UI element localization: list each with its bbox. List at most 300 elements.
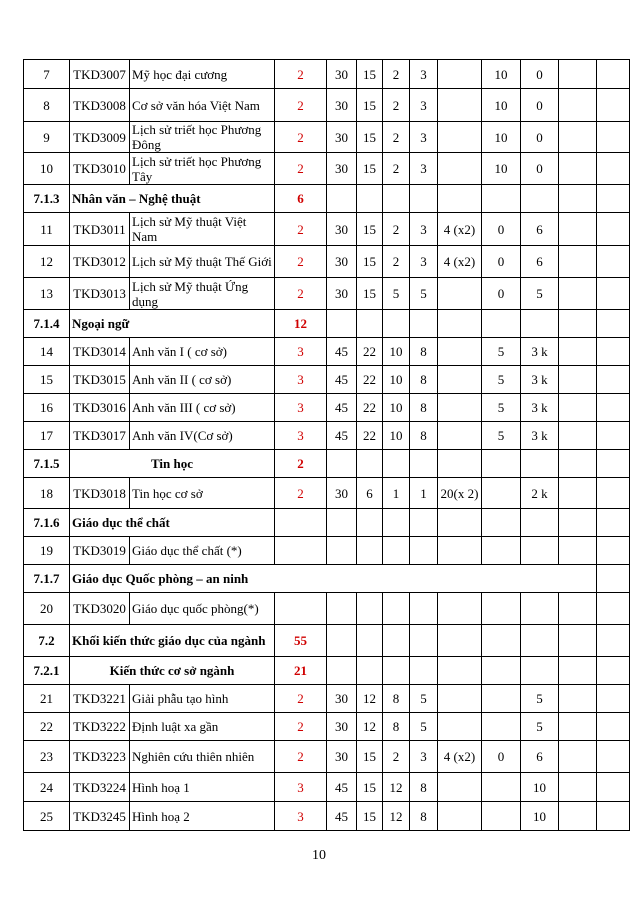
course-credits: 2 [275,713,327,741]
table-row [24,713,630,741]
course-credits: 2 [275,246,327,278]
hours-cell-c4: 3 [410,741,438,773]
empty-cell [327,185,357,213]
hours-cell-c8 [559,741,597,773]
empty-cell [383,450,410,478]
course-name: Giải phẫu tạo hình [130,685,275,713]
hours-cell-c9 [597,338,630,366]
empty-cell [410,509,438,537]
empty-cell [327,310,357,338]
hours-cell-c8 [559,537,597,565]
hours-cell-c5 [438,366,482,394]
hours-cell-c8 [559,478,597,509]
empty-cell [482,625,521,657]
hours-cell-c2: 22 [357,422,383,450]
hours-cell-c7: 10 [521,802,559,831]
course-name: Anh văn II ( cơ sở) [130,366,275,394]
course-number: 15 [24,366,70,394]
hours-cell-c4: 3 [410,153,438,185]
course-name: Nghiên cứu thiên nhiên [130,741,275,773]
hours-cell-c9 [597,394,630,422]
group-row [24,625,630,657]
course-name: Mỹ học đại cương [130,60,275,89]
empty-cell [438,185,482,213]
course-credits: 2 [275,153,327,185]
hours-cell-c4: 3 [410,60,438,89]
empty-cell [383,310,410,338]
hours-cell-c2: 15 [357,741,383,773]
table-row [24,122,630,153]
hours-cell-c6: 10 [482,153,521,185]
hours-cell-c6 [482,713,521,741]
course-number: 16 [24,394,70,422]
hours-cell-c2: 15 [357,802,383,831]
empty-cell [521,625,559,657]
hours-cell-c5: 4 (x2) [438,741,482,773]
empty-cell [438,310,482,338]
hours-cell-c9 [597,246,630,278]
hours-cell-c9 [597,213,630,246]
empty-cell [482,657,521,685]
hours-cell-c8 [559,278,597,310]
hours-cell-c6: 5 [482,366,521,394]
empty-cell [327,509,357,537]
course-credits: 3 [275,366,327,394]
hours-cell-c9 [597,89,630,122]
curriculum-table [23,59,630,831]
group-name: Giáo dục Quốc phòng – an ninh [70,565,597,593]
course-name: Lịch sử Mỹ thuật Ứng dụng [130,278,275,310]
hours-cell-c9 [597,773,630,802]
hours-cell-c3: 2 [383,122,410,153]
table-row [24,153,630,185]
empty-cell [597,185,630,213]
course-number: 20 [24,593,70,625]
hours-cell-c9 [597,802,630,831]
hours-cell-c5 [438,394,482,422]
table-row [24,802,630,831]
hours-cell-c7: 3 k [521,366,559,394]
hours-cell-c5 [438,153,482,185]
course-credits: 3 [275,773,327,802]
course-name: Lịch sử triết học Phương Đông [130,122,275,153]
hours-cell-c2: 22 [357,394,383,422]
hours-cell-c7: 5 [521,278,559,310]
empty-cell [521,509,559,537]
hours-cell-c2: 15 [357,278,383,310]
empty-cell [383,657,410,685]
empty-cell [410,625,438,657]
hours-cell-c6: 10 [482,60,521,89]
empty-cell [597,657,630,685]
course-code: TKD3020 [70,593,130,625]
hours-cell-c9 [597,60,630,89]
hours-cell-c4: 1 [410,478,438,509]
empty-cell [438,625,482,657]
hours-cell-c8 [559,338,597,366]
course-code: TKD3019 [70,537,130,565]
hours-cell-c3: 8 [383,685,410,713]
course-code: TKD3011 [70,213,130,246]
hours-cell-c4: 3 [410,89,438,122]
hours-cell-c3: 2 [383,741,410,773]
hours-cell-c6 [482,537,521,565]
hours-cell-c2: 15 [357,213,383,246]
empty-cell [597,450,630,478]
hours-cell-c4: 8 [410,394,438,422]
hours-cell-c3: 10 [383,338,410,366]
empty-cell [410,310,438,338]
table-row [24,89,630,122]
empty-cell [597,625,630,657]
group-credits: 55 [275,625,327,657]
group-number: 7.1.4 [24,310,70,338]
hours-cell-c7: 3 k [521,422,559,450]
group-number: 7.1.6 [24,509,70,537]
hours-cell-c3: 10 [383,394,410,422]
hours-cell-c2: 15 [357,89,383,122]
hours-cell-c1: 45 [327,802,357,831]
course-name: Hình hoạ 1 [130,773,275,802]
group-number: 7.1.5 [24,450,70,478]
hours-cell-c9 [597,366,630,394]
group-credits: 12 [275,310,327,338]
hours-cell-c3: 12 [383,773,410,802]
course-credits: 2 [275,60,327,89]
course-credits: 3 [275,802,327,831]
hours-cell-c7: 5 [521,685,559,713]
course-code: TKD3221 [70,685,130,713]
hours-cell-c9 [597,537,630,565]
course-credits: 2 [275,685,327,713]
course-number: 14 [24,338,70,366]
hours-cell-c7: 6 [521,213,559,246]
hours-cell-c6 [482,685,521,713]
course-code: TKD3223 [70,741,130,773]
hours-cell-c9 [597,685,630,713]
hours-cell-c5 [438,593,482,625]
hours-cell-c8 [559,593,597,625]
hours-cell-c6 [482,802,521,831]
course-name: Lịch sử triết học Phương Tây [130,153,275,185]
hours-cell-c7: 0 [521,122,559,153]
hours-cell-c9 [597,278,630,310]
empty-cell [357,625,383,657]
empty-cell [438,450,482,478]
hours-cell-c2: 12 [357,713,383,741]
course-number: 22 [24,713,70,741]
hours-cell-c9 [597,478,630,509]
hours-cell-c5: 4 (x2) [438,246,482,278]
hours-cell-c7: 0 [521,153,559,185]
course-code: TKD3013 [70,278,130,310]
course-code: TKD3012 [70,246,130,278]
hours-cell-c2: 12 [357,685,383,713]
hours-cell-c9 [597,741,630,773]
hours-cell-c3: 2 [383,246,410,278]
group-credits: 6 [275,185,327,213]
course-number: 18 [24,478,70,509]
course-credits [275,593,327,625]
course-number: 23 [24,741,70,773]
hours-cell-c3 [383,593,410,625]
hours-cell-c4: 8 [410,366,438,394]
course-number: 25 [24,802,70,831]
course-code: TKD3224 [70,773,130,802]
hours-cell-c8 [559,60,597,89]
hours-cell-c8 [559,802,597,831]
empty-cell [383,185,410,213]
page-number: 10 [312,848,326,863]
hours-cell-c7: 2 k [521,478,559,509]
hours-cell-c1: 30 [327,713,357,741]
course-number: 11 [24,213,70,246]
course-code: TKD3222 [70,713,130,741]
hours-cell-c1: 30 [327,685,357,713]
empty-cell [559,657,597,685]
hours-cell-c5 [438,60,482,89]
hours-cell-c5 [438,713,482,741]
empty-cell [559,625,597,657]
hours-cell-c2: 6 [357,478,383,509]
hours-cell-c5 [438,89,482,122]
empty-cell [383,509,410,537]
hours-cell-c8 [559,394,597,422]
empty-cell [597,509,630,537]
course-name: Lịch sử Mỹ thuật Thế Giới [130,246,275,278]
hours-cell-c4: 5 [410,713,438,741]
hours-cell-c6: 5 [482,338,521,366]
empty-cell [410,185,438,213]
hours-cell-c8 [559,366,597,394]
empty-cell [559,450,597,478]
table-row [24,278,630,310]
hours-cell-c5 [438,537,482,565]
hours-cell-c1: 45 [327,394,357,422]
hours-cell-c1: 30 [327,153,357,185]
course-code: TKD3018 [70,478,130,509]
hours-cell-c8 [559,685,597,713]
hours-cell-c8 [559,213,597,246]
hours-cell-c2: 15 [357,773,383,802]
hours-cell-c2: 15 [357,122,383,153]
group-number: 7.1.3 [24,185,70,213]
hours-cell-c5 [438,122,482,153]
hours-cell-c4: 8 [410,422,438,450]
hours-cell-c3: 8 [383,713,410,741]
hours-cell-c6: 0 [482,278,521,310]
course-number: 9 [24,122,70,153]
course-number: 12 [24,246,70,278]
hours-cell-c2 [357,537,383,565]
hours-cell-c8 [559,89,597,122]
group-row [24,185,630,213]
hours-cell-c1: 30 [327,213,357,246]
empty-cell [559,310,597,338]
table-row [24,478,630,509]
course-code: TKD3015 [70,366,130,394]
hours-cell-c7: 10 [521,773,559,802]
hours-cell-c2: 22 [357,338,383,366]
table-row [24,213,630,246]
hours-cell-c4: 8 [410,773,438,802]
hours-cell-c5: 4 (x2) [438,213,482,246]
empty-cell [327,625,357,657]
hours-cell-c2 [357,593,383,625]
hours-cell-c3: 1 [383,478,410,509]
hours-cell-c4: 3 [410,122,438,153]
hours-cell-c5 [438,685,482,713]
table-row [24,593,630,625]
course-code: TKD3245 [70,802,130,831]
hours-cell-c3: 2 [383,60,410,89]
group-row [24,450,630,478]
empty-cell [357,185,383,213]
course-name: Giáo dục quốc phòng(*) [130,593,275,625]
group-credits: 21 [275,657,327,685]
empty-cell [482,185,521,213]
course-credits: 2 [275,278,327,310]
course-number: 10 [24,153,70,185]
course-number: 7 [24,60,70,89]
hours-cell-c4: 5 [410,685,438,713]
course-credits: 2 [275,122,327,153]
group-row [24,657,630,685]
empty-cell [357,509,383,537]
hours-cell-c6: 0 [482,246,521,278]
course-code: TKD3014 [70,338,130,366]
hours-cell-c9 [597,153,630,185]
hours-cell-c8 [559,122,597,153]
course-credits [275,537,327,565]
hours-cell-c2: 15 [357,153,383,185]
hours-cell-c6 [482,593,521,625]
table-row [24,422,630,450]
empty-cell [327,657,357,685]
hours-cell-c9 [597,122,630,153]
course-name: Anh văn I ( cơ sở) [130,338,275,366]
table-row [24,773,630,802]
empty-cell [438,657,482,685]
hours-cell-c1: 45 [327,338,357,366]
hours-cell-c6: 0 [482,213,521,246]
hours-cell-c7 [521,593,559,625]
empty-cell [410,657,438,685]
hours-cell-c4: 3 [410,213,438,246]
group-name: Kiến thức cơ sở ngành [70,657,275,685]
course-code: TKD3017 [70,422,130,450]
hours-cell-c4: 8 [410,338,438,366]
hours-cell-c1: 30 [327,60,357,89]
hours-cell-c4 [410,593,438,625]
course-name: Anh văn IV(Cơ sở) [130,422,275,450]
table-row [24,60,630,89]
hours-cell-c2: 15 [357,246,383,278]
course-code: TKD3009 [70,122,130,153]
hours-cell-c9 [597,422,630,450]
hours-cell-c8 [559,773,597,802]
empty-cell [597,310,630,338]
hours-cell-c1: 30 [327,478,357,509]
hours-cell-c7: 3 k [521,338,559,366]
hours-cell-c8 [559,713,597,741]
empty-cell [410,450,438,478]
hours-cell-c6: 10 [482,122,521,153]
course-number: 17 [24,422,70,450]
course-number: 13 [24,278,70,310]
course-credits: 3 [275,422,327,450]
table-row [24,685,630,713]
empty-cell [559,185,597,213]
hours-cell-c5 [438,773,482,802]
hours-cell-c7: 6 [521,246,559,278]
hours-cell-c7: 3 k [521,394,559,422]
course-number: 21 [24,685,70,713]
group-row [24,509,630,537]
empty-cell [597,565,630,593]
hours-cell-c4 [410,537,438,565]
empty-cell [559,509,597,537]
course-credits: 2 [275,478,327,509]
table-row [24,338,630,366]
hours-cell-c1 [327,593,357,625]
hours-cell-c1: 45 [327,773,357,802]
hours-cell-c7: 0 [521,89,559,122]
hours-cell-c7: 5 [521,713,559,741]
group-number: 7.2.1 [24,657,70,685]
hours-cell-c1: 30 [327,122,357,153]
group-number: 7.1.7 [24,565,70,593]
empty-cell [521,450,559,478]
hours-cell-c7: 0 [521,60,559,89]
course-credits: 3 [275,338,327,366]
course-name: Tin học cơ sở [130,478,275,509]
group-name: Ngoại ngữ [70,310,275,338]
empty-cell [521,310,559,338]
hours-cell-c3 [383,537,410,565]
course-code: TKD3008 [70,89,130,122]
course-credits: 2 [275,741,327,773]
group-credits [275,509,327,537]
hours-cell-c8 [559,246,597,278]
group-name: Giáo dục thể chất [70,509,275,537]
hours-cell-c5 [438,278,482,310]
hours-cell-c4: 8 [410,802,438,831]
hours-cell-c1: 30 [327,278,357,310]
empty-cell [482,509,521,537]
empty-cell [482,310,521,338]
hours-cell-c4: 5 [410,278,438,310]
hours-cell-c6: 5 [482,394,521,422]
hours-cell-c1: 45 [327,366,357,394]
empty-cell [327,450,357,478]
hours-cell-c3: 12 [383,802,410,831]
course-credits: 2 [275,89,327,122]
hours-cell-c2: 15 [357,60,383,89]
hours-cell-c7: 6 [521,741,559,773]
course-credits: 2 [275,213,327,246]
hours-cell-c1: 30 [327,246,357,278]
hours-cell-c2: 22 [357,366,383,394]
hours-cell-c4: 3 [410,246,438,278]
hours-cell-c6 [482,478,521,509]
hours-cell-c6: 10 [482,89,521,122]
hours-cell-c3: 10 [383,422,410,450]
hours-cell-c5 [438,422,482,450]
hours-cell-c6 [482,773,521,802]
hours-cell-c1: 45 [327,422,357,450]
group-name: Nhân văn – Nghệ thuật [70,185,275,213]
